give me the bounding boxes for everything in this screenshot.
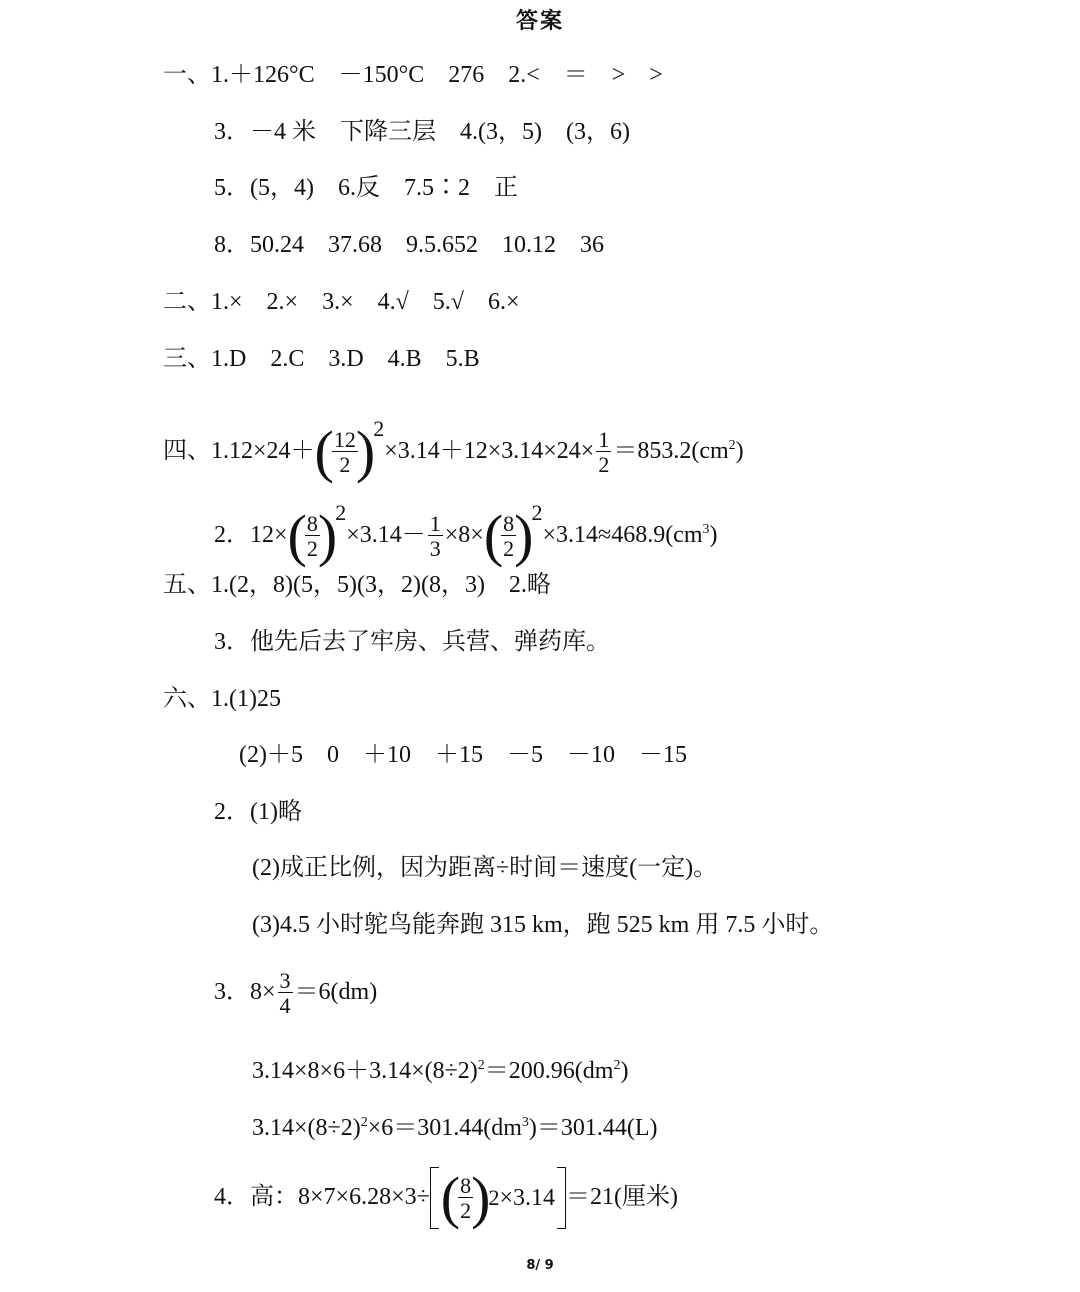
fraction-denominator: 2 <box>598 451 610 477</box>
formula-text: ) <box>620 1058 629 1084</box>
formula-text: ×3.14－ <box>346 522 426 548</box>
answer-4-formula-1 <box>163 392 744 488</box>
fraction-denominator: 4 <box>279 992 291 1018</box>
superscript: 2 <box>728 438 736 453</box>
answer-1-line-4: 8．50.24 37.68 9.5.652 10.12 36 <box>214 232 604 258</box>
answer-6-formula-3 <box>214 962 377 1022</box>
fraction-numerator: 8 <box>306 510 318 536</box>
fraction-numerator: 8 <box>503 510 515 536</box>
answer-2-line-1: 二、1.× 2.× 3.× 4.√ 5.√ 6.× <box>163 289 520 315</box>
formula-text: 4．高：8×7×6.28×3÷ <box>214 1184 430 1210</box>
formula-text: ＝6(dm) <box>294 979 378 1005</box>
square-bracket-group: ( $\frac{8}{2}$ ) 2 ×3.14 <box>430 1161 566 1235</box>
answer-6-line-3: 2．(1)略 <box>214 799 302 825</box>
page-number: 8/ 9 <box>526 1258 554 1273</box>
fraction <box>428 510 443 561</box>
exponent: 2 <box>531 500 543 525</box>
paren-fraction: ( $\frac{8}{2}$ ) <box>287 503 338 569</box>
fraction-numerator: 12 <box>333 426 356 452</box>
formula-text: 3.14×8×6＋3.14×(8÷2) <box>252 1058 478 1084</box>
formula-text: 3.14×(8÷2) <box>252 1115 361 1141</box>
formula-text: ×6＝301.44(dm <box>367 1115 522 1141</box>
answer-1-line-1: 一、1.＋126°C －150°C 276 2.< ＝ > > <box>163 62 663 88</box>
answer-6-formula-4 <box>214 1160 678 1235</box>
superscript: 3 <box>702 522 710 537</box>
answer-1-line-2: 3．－4 米 下降三层 4.(3，5) (3，6) <box>214 119 630 145</box>
answer-6-line-1: 六、1.(1)25 <box>163 686 281 712</box>
answer-1-line-3: 5．(5，4) 6.反 7.5∶2 正 <box>214 175 518 201</box>
formula-text: ×3.14≈468.9(cm <box>542 522 703 548</box>
exponent: 2 <box>373 416 385 441</box>
answer-6-line-5: (3)4.5 小时鸵鸟能奔跑 315 km，跑 525 km 用 7.5 小时。 <box>252 912 834 938</box>
exponent: 2 <box>488 1185 500 1211</box>
answer-6-line-7 <box>252 1051 628 1086</box>
fraction-numerator: 3 <box>279 967 291 993</box>
formula-text: ) <box>709 522 718 548</box>
answer-6-line-2: (2)＋5 0 ＋10 ＋15 －5 －10 －15 <box>239 742 687 768</box>
superscript: 2 <box>477 1058 485 1073</box>
formula-text: ＝853.2(cm <box>613 438 729 464</box>
superscript: 3 <box>521 1115 529 1130</box>
fraction-numerator: 1 <box>598 426 610 452</box>
fraction-denominator: 2 <box>460 1197 472 1223</box>
fraction-denominator: 3 <box>429 535 441 561</box>
formula-text: 四、1.12×24＋ <box>163 438 315 464</box>
formula-text: 2．12× <box>214 522 288 548</box>
superscript: 2 <box>360 1115 368 1130</box>
formula-text: ×3.14＋12×3.14×24× <box>384 438 595 464</box>
paren-fraction: ( $\frac{8}{2}$ ) <box>483 503 534 569</box>
answer-3-line-1: 三、1.D 2.C 3.D 4.B 5.B <box>163 346 480 372</box>
fraction-numerator: 8 <box>460 1172 472 1198</box>
answer-6-line-8 <box>252 1108 658 1143</box>
answer-5-line-1: 五、1.(2，8)(5，5)(3，2)(8，3) 2.略 <box>163 572 551 598</box>
answer-6-line-4: (2)成正比例，因为距离÷时间＝速度(一定)。 <box>252 855 718 881</box>
formula-text: ＝21(厘米) <box>565 1184 678 1210</box>
exponent: 2 <box>335 500 347 525</box>
fraction-denominator: 2 <box>339 451 351 477</box>
answer-5-line-2: 3．他先后去了牢房、兵营、弹药库。 <box>214 629 610 655</box>
formula-text: ＝200.96(dm <box>484 1058 614 1084</box>
superscript: 2 <box>613 1058 621 1073</box>
page-title: 答案 <box>515 9 564 34</box>
formula-text: ) <box>735 438 744 464</box>
answer-4-formula-2 <box>214 476 718 572</box>
paren-fraction: ( $\frac{12}{2}$ ) <box>314 419 376 485</box>
formula-text: ×3.14 <box>499 1185 555 1212</box>
fraction <box>278 967 293 1018</box>
fraction-denominator: 2 <box>306 535 318 561</box>
fraction-numerator: 1 <box>429 510 441 536</box>
formula-text: )＝301.44(L) <box>528 1115 658 1141</box>
fraction <box>596 426 611 477</box>
formula-text: 3．8× <box>214 979 276 1005</box>
fraction-denominator: 2 <box>503 535 515 561</box>
formula-text: ×8× <box>444 522 484 548</box>
